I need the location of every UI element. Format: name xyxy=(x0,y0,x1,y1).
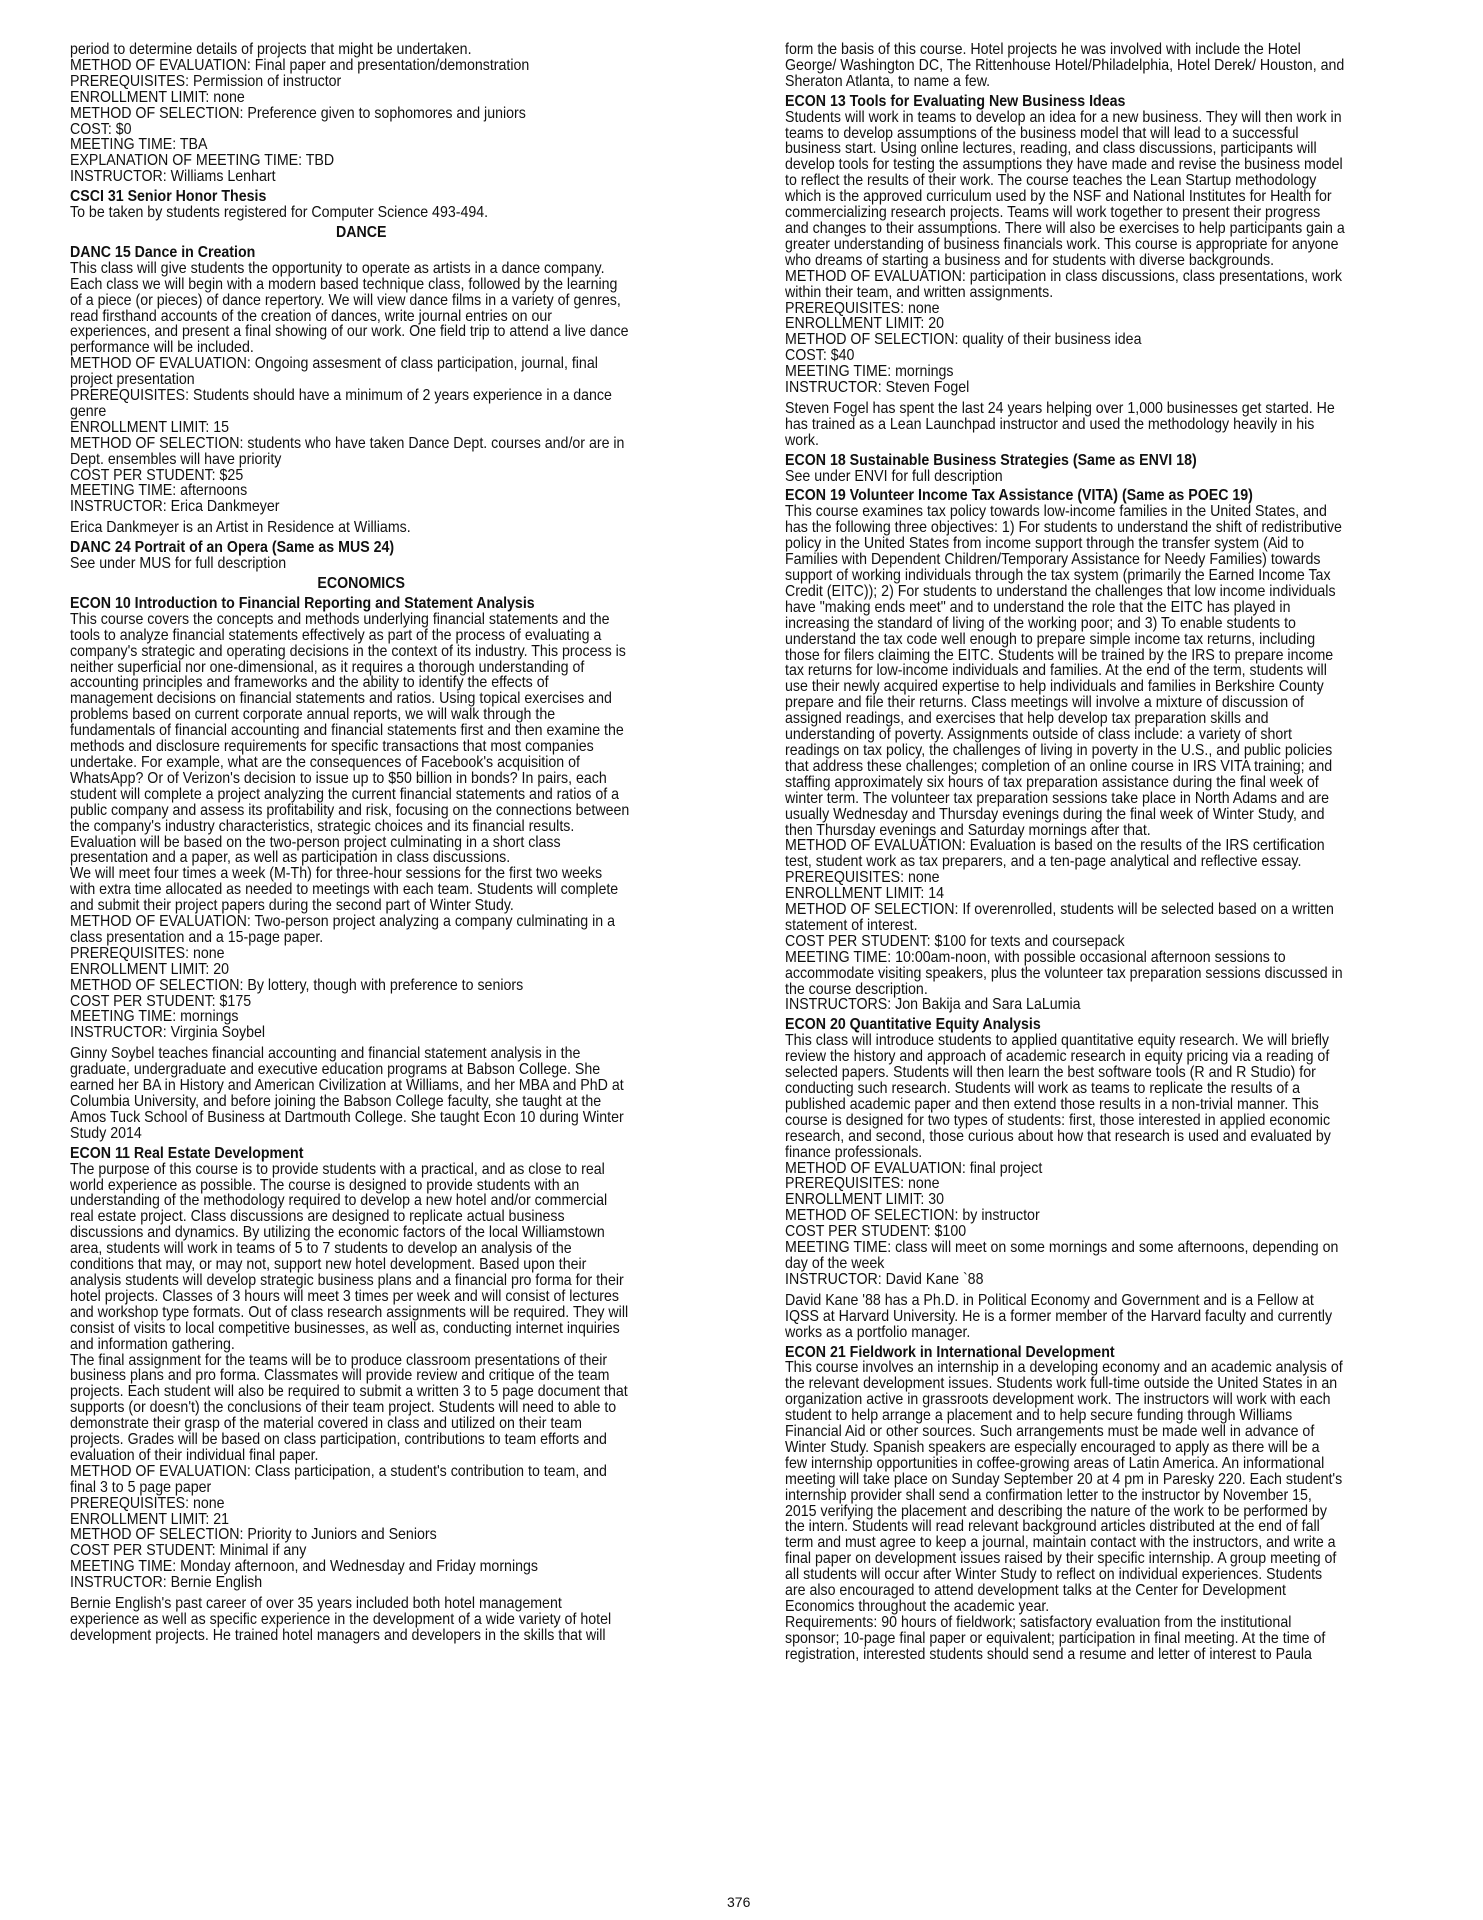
text-line: read firsthand accounts of the creation of dances, write journal entries on our xyxy=(70,307,552,325)
text-line: all students will occur after Winter Study to reflect on individual experiences. Students xyxy=(785,1566,1323,1584)
text-line: works as a portfolio manager. xyxy=(785,1323,971,1341)
text-line: presentation and a paper, as well as participation in class discussions. xyxy=(70,849,511,867)
text-line: Students will work in teams to develop an idea for a new business. They will then work in xyxy=(785,108,1342,126)
text-line: registration, interested students should send a resume and letter of interest to Paula xyxy=(785,1645,1312,1663)
text-line: the relevant development issues. Students work full-time outside the United States in an xyxy=(785,1375,1338,1393)
text-line: have "making ends meet" and to understand the role that the EITC has played in xyxy=(785,598,1291,616)
text-line: demonstrate their grasp of the material covered in class and utilized on their team xyxy=(70,1415,582,1433)
text-line: MEETING TIME: class will meet on some mornings and some afternoons, depending on xyxy=(785,1239,1339,1257)
text-line: METHOD OF SELECTION: By lottery, though with preference to seniors xyxy=(70,976,524,994)
text-line: COST PER STUDENT: $100 for texts and coursepack xyxy=(785,932,1125,950)
course-heading: DANC 24 Portrait of an Opera (Same as MUS 24) xyxy=(70,539,395,557)
text-line: and information gathering. xyxy=(70,1335,235,1353)
text-line: hotel projects. Classes of 3 hours will meet 3 times per week and will consist of lectures xyxy=(70,1287,619,1305)
text-line: MEETING TIME: 10:00am-noon, with possible occasional afternoon sessions to xyxy=(785,948,1286,966)
text-line: Winter Study. Spanish speakers are especially encouraged to apply as there will be a xyxy=(785,1438,1320,1456)
text-line: final 3 to 5 page paper xyxy=(70,1478,212,1496)
text-line: has the following three objectives: 1) For students to understand the shift of redistributive xyxy=(785,519,1342,537)
text-line: term and must agree to keep a journal, maintain contact with the instructors, and write a xyxy=(785,1534,1336,1552)
text-line: INSTRUCTOR: Williams Lenhart xyxy=(70,168,276,186)
text-line: METHOD OF SELECTION: by instructor xyxy=(785,1207,1040,1225)
page-number: 376 xyxy=(727,1894,751,1910)
text-line: discussions and dynamics. By utilizing the economic factors of the local Williamstown xyxy=(70,1224,605,1242)
text-line: are also encouraged to attend development talks at the Center for Development xyxy=(785,1582,1286,1600)
text-line: EXPLANATION OF MEETING TIME: TBD xyxy=(70,152,335,170)
text-line: business plans and pro forma. Classmates will provide review and critique of the team xyxy=(70,1367,610,1385)
text-line: meeting will take place on Sunday September 20 at 4 pm in Paresky 220. Each student's xyxy=(785,1470,1343,1488)
text-line: graduate, undergraduate and executive education programs at Babson College. She xyxy=(70,1061,601,1079)
text-line: David Kane '88 has a Ph.D. in Political Economy and Government and is a Fellow at xyxy=(785,1291,1314,1309)
text-line: INSTRUCTOR: David Kane `88 xyxy=(785,1270,984,1288)
text-line: commercializing research projects. Teams will work together to present their progress xyxy=(785,204,1321,222)
text-line: Financial Aid or other sources. Such arrangements must be made well in advance of xyxy=(785,1423,1315,1441)
text-line: period to determine details of projects that might be undertaken. xyxy=(70,41,472,58)
text-line: then Thursday evenings and Saturday mornings after that. xyxy=(785,821,1151,839)
text-line: support of working individuals through the tax system (primarily the Earned Income Tax xyxy=(785,567,1331,584)
text-line: experience as well as specific experience in the development of a wide variety of hotel xyxy=(70,1611,612,1628)
text-line: METHOD OF SELECTION: If overenrolled, students will be selected based on a written xyxy=(785,901,1334,919)
course-heading: ECON 19 Volunteer Income Tax Assistance (VITA) (Same as POEC 19) xyxy=(785,487,1253,505)
text-line: ENROLLMENT LIMIT: 30 xyxy=(785,1191,945,1209)
text-line: policy in the United States from income support through the transfer system (Aid to xyxy=(785,535,1304,553)
text-line: MEETING TIME: Monday afternoon, and Wednesday and Friday mornings xyxy=(70,1558,538,1576)
text-line: day of the week xyxy=(785,1254,885,1272)
text-line: Requirements: 90 hours of fieldwork; satisfactory evaluation from the institutional xyxy=(785,1613,1292,1631)
text-line: assigned readings, and exercises that help develop tax preparation skills and xyxy=(785,710,1269,728)
text-line: test, student work as tax preparers, and a ten-page analytical and reflective essay. xyxy=(785,853,1302,871)
text-line: finance professionals. xyxy=(785,1143,923,1161)
text-line: accommodate visiting speakers, plus the volunteer tax preparation sessions discussed in xyxy=(785,964,1343,982)
text-line: The purpose of this course is to provide students with a practical, and as close to real xyxy=(70,1160,605,1178)
text-line: neither superficial nor one-dimensional, as it requires a thorough understanding of xyxy=(70,658,585,676)
text-line: MEETING TIME: mornings xyxy=(785,363,954,381)
text-line: MEETING TIME: afternoons xyxy=(70,482,248,500)
text-line: who dreams of starting a business and for students with diverse backgrounds. xyxy=(785,251,1275,269)
text-line: published academic paper and then extend those results in a non-trivial manner. This xyxy=(785,1095,1319,1113)
text-line: performance will be included. xyxy=(70,339,254,357)
text-line: organization active in grassroots development work. The instructors will work with each xyxy=(785,1391,1331,1409)
text-line: and workshop type formats. Out of class research assignments will be required. They will xyxy=(70,1303,629,1321)
text-line: student to help arrange a placement and to help secure funding through Williams xyxy=(785,1407,1293,1425)
text-line: METHOD OF EVALUATION: Ongoing assesment of class participation, journal, final xyxy=(70,355,598,373)
text-line: form the basis of this course. Hotel projects he was involved with include the Hotel xyxy=(785,41,1301,58)
text-line: those for filers claiming the EITC. Students will be trained by the IRS to prepare income xyxy=(785,646,1334,664)
text-line: COST PER STUDENT: Minimal if any xyxy=(70,1542,307,1560)
text-line: MEETING TIME: mornings xyxy=(70,1008,239,1026)
text-line: area, students will work in teams of 5 to 7 students to develop an analysis of the xyxy=(70,1240,572,1258)
text-line: INSTRUCTOR: Bernie English xyxy=(70,1574,263,1592)
text-line: undertake. For example, what are the consequences of Facebook's acquisition of xyxy=(70,753,580,771)
text-line: increasing the standard of living of the working poor; and 3) To enable students to xyxy=(785,614,1296,632)
text-line: projects. Each student will also be required to submit a written 3 to 5 page document that xyxy=(70,1383,628,1401)
text-line: management decisions on financial statements and ratios. Using topical exercises and xyxy=(70,690,612,708)
text-line: course is designed for two types of students: first, those interested in applied economic xyxy=(785,1111,1331,1129)
text-line: selected papers. Students will then learn the best software tools (R and R Studio) for xyxy=(785,1064,1316,1082)
text-line: Economics throughout the academic year. xyxy=(785,1598,1050,1615)
text-line: use their newly acquired expertise to help individuals and families in Berkshire County xyxy=(785,678,1324,696)
text-line: earned her BA in History and American Civilization at Williams, and her MBA and PhD at xyxy=(70,1077,624,1095)
text-line: PREREQUISITES: none xyxy=(785,1175,940,1193)
text-line: Each class we will begin with a modern based technique class, followed by the learning xyxy=(70,275,618,293)
text-line: fundamentals of financial accounting and financial statements first and then examine the xyxy=(70,722,624,740)
text-line: Ginny Soybel teaches financial accounting and financial statement analysis in the xyxy=(70,1045,581,1063)
course-heading: ECON 13 Tools for Evaluating New Business Ideas xyxy=(785,92,1126,110)
text-line: METHOD OF EVALUATION: Final paper and presentation/demonstration xyxy=(70,56,530,74)
text-line: tools to analyze financial statements effectively as part of the process of evaluating a xyxy=(70,626,602,644)
text-line: To be taken by students registered for Computer Science 493-494. xyxy=(70,204,489,222)
text-line: Steven Fogel has spent the last 24 years helping over 1,000 businesses get started. He xyxy=(785,399,1335,417)
text-line: understand the tax code well enough to prepare simple income tax returns, including xyxy=(785,630,1316,648)
text-line: and changes to their assumptions. There will also be exercises to help participants gain a xyxy=(785,219,1345,237)
text-line: teams to develop assumptions of the business model that will lead to a successful xyxy=(785,124,1299,142)
course-heading: CSCI 31 Senior Honor Thesis xyxy=(70,188,267,206)
text-line: Study 2014 xyxy=(70,1124,142,1142)
text-line: within their team, and written assignments. xyxy=(785,283,1054,301)
text-line: METHOD OF EVALUATION: Class participation, a student's contribution to team, and xyxy=(70,1462,607,1480)
text-line: winter term. The volunteer tax preparation sessions take place in North Adams and are xyxy=(785,789,1329,807)
text-line: experiences, and present a final showing of our work. One field trip to attend a live dance xyxy=(70,323,629,341)
text-line: INSTRUCTOR: Virginia Soybel xyxy=(70,1024,266,1042)
text-line: final paper on development issues raised by their specific internship. A group meeting of xyxy=(785,1550,1337,1568)
text-line: This class will introduce students to applied quantitative equity research. We will briefly xyxy=(785,1032,1329,1050)
text-line: PREREQUISITES: none xyxy=(785,869,940,887)
text-line: statement of interest. xyxy=(785,916,918,934)
text-line: Erica Dankmeyer is an Artist in Residence at Williams. xyxy=(70,519,411,537)
text-line: business start. Using online lectures, reading, and class discussions, participants will xyxy=(785,140,1317,158)
text-line: PREREQUISITES: none xyxy=(70,944,225,962)
text-line: of a piece (or pieces) of dance repertory. We will view dance films in a variety of genres, xyxy=(70,291,621,309)
text-line: COST PER STUDENT: $100 xyxy=(785,1223,967,1241)
text-line: project presentation xyxy=(70,371,195,389)
section-heading: ECONOMICS xyxy=(317,575,405,592)
text-line: ENROLLMENT LIMIT: 21 xyxy=(70,1510,230,1528)
text-line: methods and disclosure requirements for specific transactions that most companies xyxy=(70,738,594,756)
text-line: company's strategic and operating decisions in the context of its industry. This process is xyxy=(70,642,626,660)
text-line: projects. Grades will be based on class participation, contributions to team efforts and xyxy=(70,1431,607,1449)
course-heading: DANC 15 Dance in Creation xyxy=(70,243,256,261)
text-line: Families with Dependent Children/Temporary Assistance for Needy Families) towards xyxy=(785,551,1321,569)
text-line: public company and assess its profitability and risk, focusing on the connections between xyxy=(70,801,630,819)
right-column xyxy=(785,42,1367,1663)
text-line: George/ Washington DC, The Rittenhouse Hotel/Philadelphia, Hotel Derek/ Houston, and xyxy=(785,56,1345,74)
text-line: METHOD OF EVALUATION: Evaluation is based on the results of the IRS certification xyxy=(785,837,1325,855)
text-line: METHOD OF SELECTION: students who have taken Dance Dept. courses and/or are in xyxy=(70,434,625,452)
text-line: ENROLLMENT LIMIT: 15 xyxy=(70,418,230,436)
section-heading: DANCE xyxy=(335,223,387,241)
text-line: PREREQUISITES: Permission of instructor xyxy=(70,72,342,90)
text-line: The final assignment for the teams will be to produce classroom presentations of their xyxy=(70,1351,608,1369)
text-line: the intern. Students will read relevant background articles distributed at the end of fall xyxy=(785,1518,1320,1536)
text-line: Sheraton Atlanta, to name a few. xyxy=(785,72,991,90)
text-line: This class will give students the opportunity to operate as artists in a dance company. xyxy=(70,259,605,277)
text-line: the course description. xyxy=(785,980,928,998)
text-line: METHOD OF SELECTION: quality of their business idea xyxy=(785,331,1142,349)
text-line: COST PER STUDENT: $25 xyxy=(70,466,244,484)
text-line: has trained as a Lean Launchpad instructor and used the methodology heavily in his xyxy=(785,415,1315,433)
text-line: ENROLLMENT LIMIT: 20 xyxy=(70,960,230,978)
text-line: research, and second, those curious about how that research is used and evaluated by xyxy=(785,1127,1331,1145)
text-line: We will meet four times a week (M-Th) for three-hour sessions for the first two weeks xyxy=(70,865,603,883)
text-line: sponsor; 10-page final paper or equivalent; participation in final meeting. At the time of xyxy=(785,1629,1326,1647)
left-column xyxy=(70,42,652,1644)
text-line: This course involves an internship in a developing economy and an academic analysis of xyxy=(785,1359,1343,1377)
text-line: COST: $0 xyxy=(70,120,132,138)
text-line: class presentation and a 15-page paper. xyxy=(70,928,324,946)
text-line: review the history and approach of academic research in equity pricing via a reading of xyxy=(785,1048,1330,1066)
text-line: accounting principles and frameworks and the ability to identify the effects of xyxy=(70,674,549,692)
text-line: world experience as possible. The course is designed to provide students with an xyxy=(70,1176,580,1194)
text-line: conditions that may, or may not, support new hotel development. Based upon their xyxy=(70,1256,587,1274)
text-line: ENROLLMENT LIMIT: none xyxy=(70,88,245,106)
text-line: the company's industry characteristics, strategic choices and its financial results. xyxy=(70,817,575,835)
text-line: INSTRUCTORS: Jon Bakija and Sara LaLumia xyxy=(785,996,1081,1014)
text-line: See under ENVI for full description xyxy=(785,467,1003,485)
text-line: to reflect the results of their work. The course teaches the Lean Startup methodology xyxy=(785,172,1317,190)
text-line: student will complete a project analyzing the current financial statements and ratios of a xyxy=(70,785,620,803)
text-line: readings on tax policy, the challenges of living in poverty in the U.S., and public policies xyxy=(785,741,1333,759)
text-line: problems based on current corporate annual reports, we will walk through the xyxy=(70,706,556,724)
text-line: PREREQUISITES: none xyxy=(785,299,940,317)
text-line: WhatsApp? Or of Verizon's decision to issue up to $50 billion in bonds? In pairs, each xyxy=(70,769,607,787)
text-line: and submit their project papers during the second part of Winter Study. xyxy=(70,897,514,915)
text-line: This course covers the concepts and methods underlying financial statements and the xyxy=(70,610,610,628)
text-line: This course examines tax policy towards low-income families in the United States, and xyxy=(785,503,1327,521)
text-line: Dept. ensembles will have priority xyxy=(70,450,282,468)
text-line: work. xyxy=(785,431,819,449)
text-line: Bernie English's past career of over 35 years included both hotel management xyxy=(70,1595,562,1613)
text-line: prepare and file their returns. Class meetings will involve a mixture of discussion of xyxy=(785,694,1304,712)
text-line: METHOD OF EVALUATION: participation in class discussions, class presentations, work xyxy=(785,267,1343,285)
text-line: supports (or doesn't) the conclusions of their team project. Students will need to able to xyxy=(70,1399,617,1417)
text-line: ENROLLMENT LIMIT: 20 xyxy=(785,315,945,333)
text-line: Evaluation will be based on the two-person project culminating in a short class xyxy=(70,833,561,851)
text-line: METHOD OF EVALUATION: Two-person project analyzing a company culminating in a xyxy=(70,913,615,931)
text-line: 2015 verifying the placement and describing the nature of the work to be performed by xyxy=(785,1502,1327,1520)
text-line: ENROLLMENT LIMIT: 14 xyxy=(785,885,945,903)
text-line: genre xyxy=(70,402,107,420)
text-line: IQSS at Harvard University. He is a former member of the Harvard faculty and currently xyxy=(785,1307,1333,1325)
text-line: See under MUS for full description xyxy=(70,555,287,573)
text-line: Credit (EITC)); 2) For students to understand the challenges that low income individuals xyxy=(785,582,1336,600)
text-line: PREREQUISITES: Students should have a minimum of 2 years experience in a dance xyxy=(70,387,612,405)
text-line: internship provider shall send a confirmation letter to the instructor by November 15, xyxy=(785,1486,1312,1504)
text-line: analysis students will develop strategic business plans and a financial pro forma for their xyxy=(70,1271,624,1289)
text-line: METHOD OF EVALUATION: final project xyxy=(785,1159,1043,1177)
text-line: Columbia University, and before joining the Babson College faculty, she taught at the xyxy=(70,1093,602,1110)
text-line: conducting such research. Students will work as teams to replicate the results of a xyxy=(785,1080,1301,1097)
text-line: with extra time allocated as needed to meetings with each team. Students will complete xyxy=(70,881,619,899)
text-line: that address these challenges; completion of an online course in IRS VITA training; and xyxy=(785,757,1333,775)
text-line: COST PER STUDENT: $175 xyxy=(70,992,252,1010)
text-line: few internship opportunities in coffee-growing areas of Latin America. An informational xyxy=(785,1454,1325,1472)
text-line: understanding of the methodology required to develop a new hotel and/or commercial xyxy=(70,1192,608,1210)
text-line: understanding of poverty. Assignments outside of class include: a variety of short xyxy=(785,726,1292,744)
course-heading: ECON 10 Introduction to Financial Reporting and Statement Analysis xyxy=(70,594,535,612)
text-line: METHOD OF SELECTION: Preference given to sophomores and juniors xyxy=(70,104,526,122)
text-line: develop tools for testing the assumptions they have made and revise the business model xyxy=(785,156,1343,174)
text-line: real estate project. Class discussions are designed to replicate actual business xyxy=(70,1208,565,1226)
text-line: PREREQUISITES: none xyxy=(70,1494,225,1512)
course-heading: ECON 20 Quantitative Equity Analysis xyxy=(785,1016,1041,1034)
text-line: Amos Tuck School of Business at Dartmouth College. She taught Econ 10 during Winter xyxy=(70,1108,624,1126)
text-line: development projects. He trained hotel managers and developers in the skills that will xyxy=(70,1626,606,1644)
text-line: MEETING TIME: TBA xyxy=(70,136,208,154)
text-line: which is the approved curriculum used by the NSF and National Institutes for Health for xyxy=(785,188,1332,206)
text-line: INSTRUCTOR: Erica Dankmeyer xyxy=(70,498,280,516)
text-line: staffing approximately six hours of tax preparation assistance during the final week of xyxy=(785,773,1319,791)
course-heading: ECON 11 Real Estate Development xyxy=(70,1144,304,1162)
course-heading: ECON 18 Sustainable Business Strategies (Same as ENVI 18) xyxy=(785,451,1197,469)
text-line: tax returns for low-income individuals and families. At the end of the term, students will xyxy=(785,662,1327,680)
text-line: consist of visits to local competitive businesses, as well as, conducting internet inquiries xyxy=(70,1319,620,1337)
text-line: METHOD OF SELECTION: Priority to Juniors and Seniors xyxy=(70,1526,437,1544)
text-line: COST: $40 xyxy=(785,347,855,365)
text-line: greater understanding of business financials work. This course is appropriate for anyone xyxy=(785,235,1339,253)
course-heading: ECON 21 Fieldwork in International Development xyxy=(785,1343,1115,1361)
text-line: evaluation of their individual final paper. xyxy=(70,1446,319,1464)
text-line: INSTRUCTOR: Steven Fogel xyxy=(785,379,970,397)
text-line: usually Wednesday and Thursday evenings during the final week of Winter Study, and xyxy=(785,805,1325,823)
